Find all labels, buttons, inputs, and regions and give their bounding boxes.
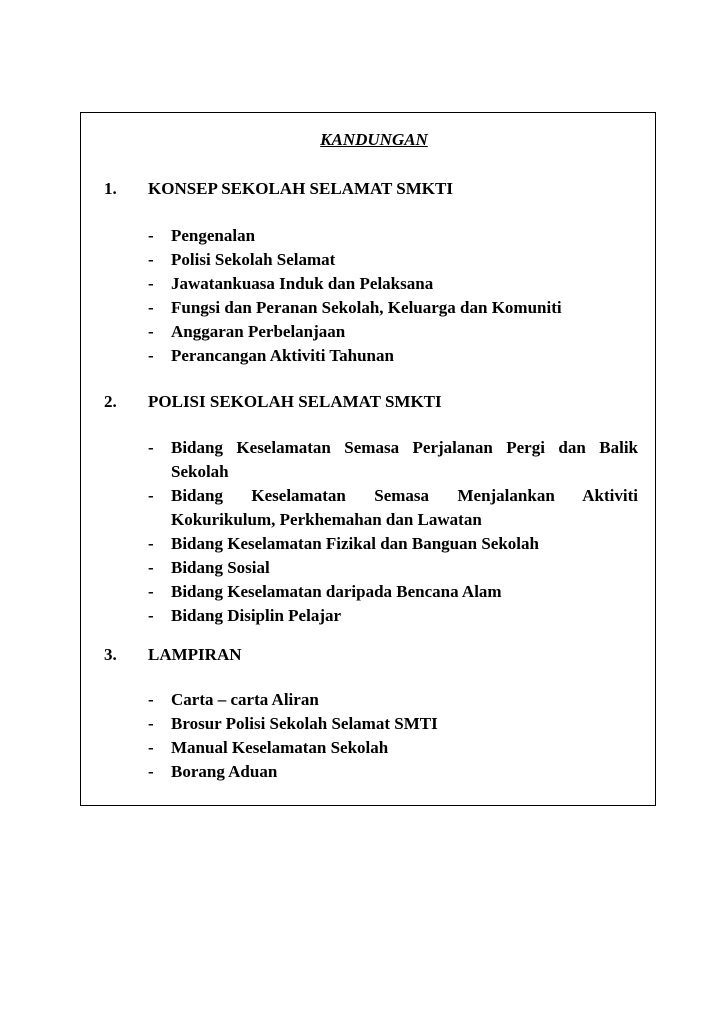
list-item-text: Pengenalan xyxy=(171,226,256,245)
list-item-text: Anggaran Perbelanjaan xyxy=(171,322,346,341)
page-title: KANDUNGAN xyxy=(320,130,428,149)
bullet-dash: - xyxy=(148,274,154,293)
bullet-dash: - xyxy=(148,534,154,553)
list-item xyxy=(148,604,638,628)
section-number: 2. xyxy=(104,392,117,411)
list-item-text: Borang Aduan xyxy=(171,762,278,781)
list-item xyxy=(148,248,638,272)
list-item xyxy=(148,484,638,532)
bullet-dash: - xyxy=(148,226,154,245)
list-item xyxy=(148,344,638,368)
section-title: KONSEP SEKOLAH SELAMAT SMKTI xyxy=(148,179,453,198)
list-item xyxy=(148,556,638,580)
bullet-dash: - xyxy=(148,762,154,781)
bullet-dash: - xyxy=(148,346,154,365)
list-item xyxy=(148,436,638,484)
bullet-dash: - xyxy=(148,486,154,505)
bullet-dash: - xyxy=(148,714,154,733)
list-item xyxy=(148,224,638,248)
list-item xyxy=(148,712,638,736)
section-number: 3. xyxy=(104,645,117,664)
section-title: POLISI SEKOLAH SELAMAT SMKTI xyxy=(148,392,442,411)
list-item xyxy=(148,272,638,296)
list-item xyxy=(148,688,638,712)
list-item-text: Bidang Disiplin Pelajar xyxy=(171,606,342,625)
bullet-dash: - xyxy=(148,250,154,269)
list-item-text: Carta – carta Aliran xyxy=(171,690,319,709)
list-item-text: Brosur Polisi Sekolah Selamat SMTI xyxy=(171,714,438,733)
list-item xyxy=(148,296,638,320)
list-item-text: Perancangan Aktiviti Tahunan xyxy=(171,346,394,365)
list-item-text: Polisi Sekolah Selamat xyxy=(171,250,336,269)
bullet-dash: - xyxy=(148,690,154,709)
bullet-dash: - xyxy=(148,322,154,341)
section-1-list xyxy=(148,224,638,368)
list-item xyxy=(148,532,638,556)
bullet-dash: - xyxy=(148,298,154,317)
bullet-dash: - xyxy=(148,558,154,577)
list-item-text: Bidang Keselamatan Fizikal dan Banguan Sekolah xyxy=(171,534,539,553)
bullet-dash: - xyxy=(148,438,154,457)
list-item-text: Bidang Keselamatan Semasa Perjalanan Pergi dan Balik Sekolah xyxy=(171,438,638,481)
list-item-text: Bidang Sosial xyxy=(171,558,270,577)
list-item-text: Bidang Keselamatan daripada Bencana Alam xyxy=(171,582,502,601)
list-item xyxy=(148,580,638,604)
section-3-list xyxy=(148,688,638,784)
bullet-dash: - xyxy=(148,606,154,625)
list-item xyxy=(148,760,638,784)
list-item-text: Bidang Keselamatan Semasa Menjalankan Aktiviti Kokurikulum, Perkhemahan dan Lawatan xyxy=(171,486,638,529)
section-number: 1. xyxy=(104,179,117,198)
bullet-dash: - xyxy=(148,582,154,601)
list-item-text: Manual Keselamatan Sekolah xyxy=(171,738,389,757)
list-item-text: Jawatankuasa Induk dan Pelaksana xyxy=(171,274,434,293)
bullet-dash: - xyxy=(148,738,154,757)
section-title: LAMPIRAN xyxy=(148,645,242,664)
section-2-list xyxy=(148,436,638,628)
list-item xyxy=(148,320,638,344)
list-item xyxy=(148,736,638,760)
list-item-text: Fungsi dan Peranan Sekolah, Keluarga dan Komuniti xyxy=(171,298,562,317)
